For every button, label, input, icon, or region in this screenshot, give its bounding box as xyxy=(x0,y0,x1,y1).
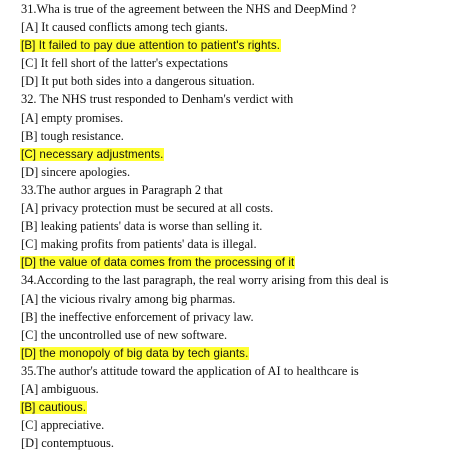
option-32-a xyxy=(20,109,445,127)
option-32-c-highlighted xyxy=(20,145,445,163)
line-text: [C] It fell short of the latter's expectations xyxy=(21,56,228,71)
line-text: [A] privacy protection must be secured at all costs. xyxy=(21,201,274,216)
option-31-b-highlighted xyxy=(20,36,445,54)
line-text: [B] leaking patients' data is worse than selling it. xyxy=(21,219,263,234)
line-text: 32. The NHS trust responded to Denham's verdict with xyxy=(21,92,294,107)
line-text: [A] the vicious rivalry among big pharmas. xyxy=(21,291,236,306)
option-31-d xyxy=(20,72,445,90)
line-text: [B] the ineffective enforcement of privacy law. xyxy=(21,309,254,324)
line-text: [A] It caused conflicts among tech giants. xyxy=(21,20,228,35)
question-31 xyxy=(20,0,445,18)
option-32-d xyxy=(20,163,445,181)
option-35-c xyxy=(20,416,445,434)
question-34 xyxy=(20,271,445,289)
option-34-b xyxy=(20,308,445,326)
option-35-b-highlighted xyxy=(20,398,445,416)
question-33 xyxy=(20,181,445,199)
option-32-b xyxy=(20,127,445,145)
highlighted-answer: [B] cautious. xyxy=(21,401,87,415)
highlighted-answer: [D] the value of data comes from the processing of it xyxy=(21,256,295,270)
line-text: [B] tough resistance. xyxy=(21,128,124,143)
line-text: 34.According to the last paragraph, the real worry arising from this deal is xyxy=(21,273,389,288)
option-31-c xyxy=(20,54,445,72)
option-35-a xyxy=(20,380,445,398)
option-35-d xyxy=(20,434,445,452)
option-34-c xyxy=(20,326,445,344)
line-text: [A] empty promises. xyxy=(21,110,124,125)
option-33-c xyxy=(20,235,445,253)
document-body xyxy=(20,0,445,452)
line-text: 33.The author argues in Paragraph 2 that xyxy=(21,182,223,197)
line-text: 31.Wha is true of the agreement between the NHS and DeepMind ? xyxy=(21,2,357,16)
option-33-d-highlighted xyxy=(20,253,445,271)
line-text: [D] It put both sides into a dangerous situation. xyxy=(21,74,255,89)
option-33-a xyxy=(20,199,445,217)
line-text: [C] the uncontrolled use of new software. xyxy=(21,327,228,342)
highlighted-answer: [D] the monopoly of big data by tech giants. xyxy=(21,346,249,360)
line-text: 35.The author's attitude toward the application of AI to healthcare is xyxy=(21,363,359,378)
line-text: [D] contemptuous. xyxy=(21,436,114,451)
line-text: [A] ambiguous. xyxy=(21,381,99,396)
option-31-a xyxy=(20,18,445,36)
question-32 xyxy=(20,90,445,108)
option-34-d-highlighted xyxy=(20,344,445,362)
line-text: [C] making profits from patients' data is illegal. xyxy=(21,237,257,252)
line-text: [D] sincere apologies. xyxy=(21,164,131,179)
highlighted-answer: [B] It failed to pay due attention to patient's rights. xyxy=(21,39,281,53)
line-text: [C] appreciative. xyxy=(21,418,105,433)
option-33-b xyxy=(20,217,445,235)
highlighted-answer: [C] necessary adjustments. xyxy=(21,147,164,161)
question-35 xyxy=(20,362,445,380)
option-34-a xyxy=(20,290,445,308)
